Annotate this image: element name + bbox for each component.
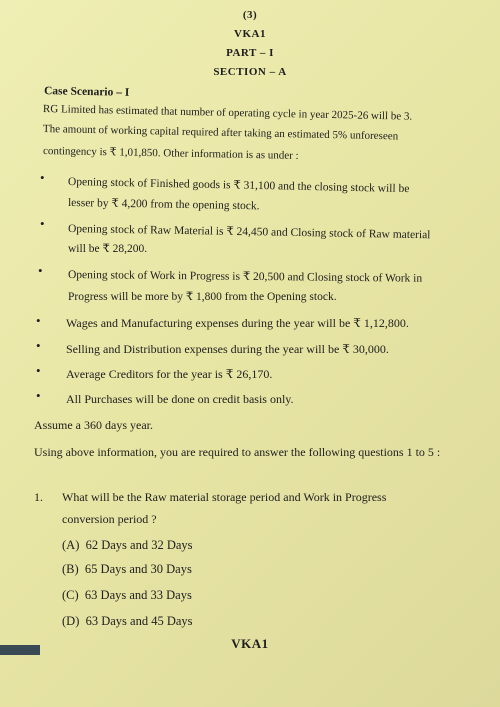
bullet-2-line-1: Opening stock of Raw Material is ₹ 24,450 and Closing stock of Raw material	[67, 223, 431, 242]
option-label: (B)	[62, 562, 79, 576]
bullet-1-line-1: Opening stock of Finished goods is ₹ 31,100 and the closing stock will be	[67, 176, 410, 196]
option-text: 62 Days and 32 Days	[85, 538, 193, 552]
option-label: (C)	[62, 588, 79, 602]
intro-line-2: The amount of working capital required after taking an estimated 5% unforeseen	[42, 123, 399, 143]
option-c	[62, 588, 192, 603]
bullet-glyph: •	[36, 338, 41, 353]
bullet-2-line-2: will be ₹ 28,200.	[68, 243, 148, 255]
question-line-2: conversion period ?	[62, 512, 157, 526]
bullet-5-line-1: Selling and Distribution expenses during the year will be ₹ 30,000.	[66, 342, 389, 356]
bullet-glyph: •	[36, 388, 41, 403]
option-text: 63 Days and 33 Days	[84, 588, 192, 602]
case-title: Case Scenario – I	[43, 85, 130, 99]
option-label: (A)	[62, 538, 80, 552]
option-label: (D)	[62, 614, 80, 628]
bullet-7-line-1: All Purchases will be done on credit basis only.	[66, 392, 294, 406]
bullet-glyph: •	[36, 363, 41, 378]
option-a	[62, 538, 193, 553]
option-text: 65 Days and 30 Days	[84, 562, 192, 576]
page-number: (3)	[242, 9, 258, 21]
bullet-1-line-2: lesser by ₹ 4,200 from the opening stock.	[67, 197, 260, 213]
bullet-6-line-1: Average Creditors for the year is ₹ 26,170.	[66, 367, 273, 381]
bullet-3-line-2: Progress will be more by ₹ 1,800 from the Opening stock.	[68, 291, 337, 303]
bullet-glyph: •	[40, 216, 45, 231]
part-heading: PART – I	[226, 47, 274, 59]
bullet-glyph: •	[38, 263, 43, 278]
intro-line-3: contingency is ₹ 1,01,850. Other information is as under :	[42, 145, 299, 162]
option-b	[62, 562, 192, 577]
option-d	[62, 614, 193, 629]
bullet-4-line-1: Wages and Manufacturing expenses during the year will be ₹ 1,12,800.	[66, 316, 409, 330]
instruction: Using above information, you are required to answer the following questions 1 to 5 :	[34, 445, 441, 459]
question-line-1: What will be the Raw material storage period and Work in Progress	[62, 490, 387, 504]
footer-code: VKA1	[231, 636, 269, 651]
paper-code: VKA1	[234, 28, 266, 40]
bullet-glyph: •	[36, 313, 41, 328]
question-number: 1.	[34, 490, 43, 504]
scan-edge-stripe	[0, 645, 40, 655]
section-heading: SECTION – A	[213, 66, 287, 78]
assumption: Assume a 360 days year.	[34, 418, 153, 432]
bullet-3-line-1: Opening stock of Work in Progress is ₹ 20,500 and Closing stock of Work in	[67, 269, 423, 285]
option-text: 63 Days and 45 Days	[85, 614, 193, 628]
intro-line-1: RG Limited has estimated that number of operating cycle in year 2025-26 will be 3.	[42, 103, 413, 123]
bullet-glyph: •	[40, 170, 45, 185]
